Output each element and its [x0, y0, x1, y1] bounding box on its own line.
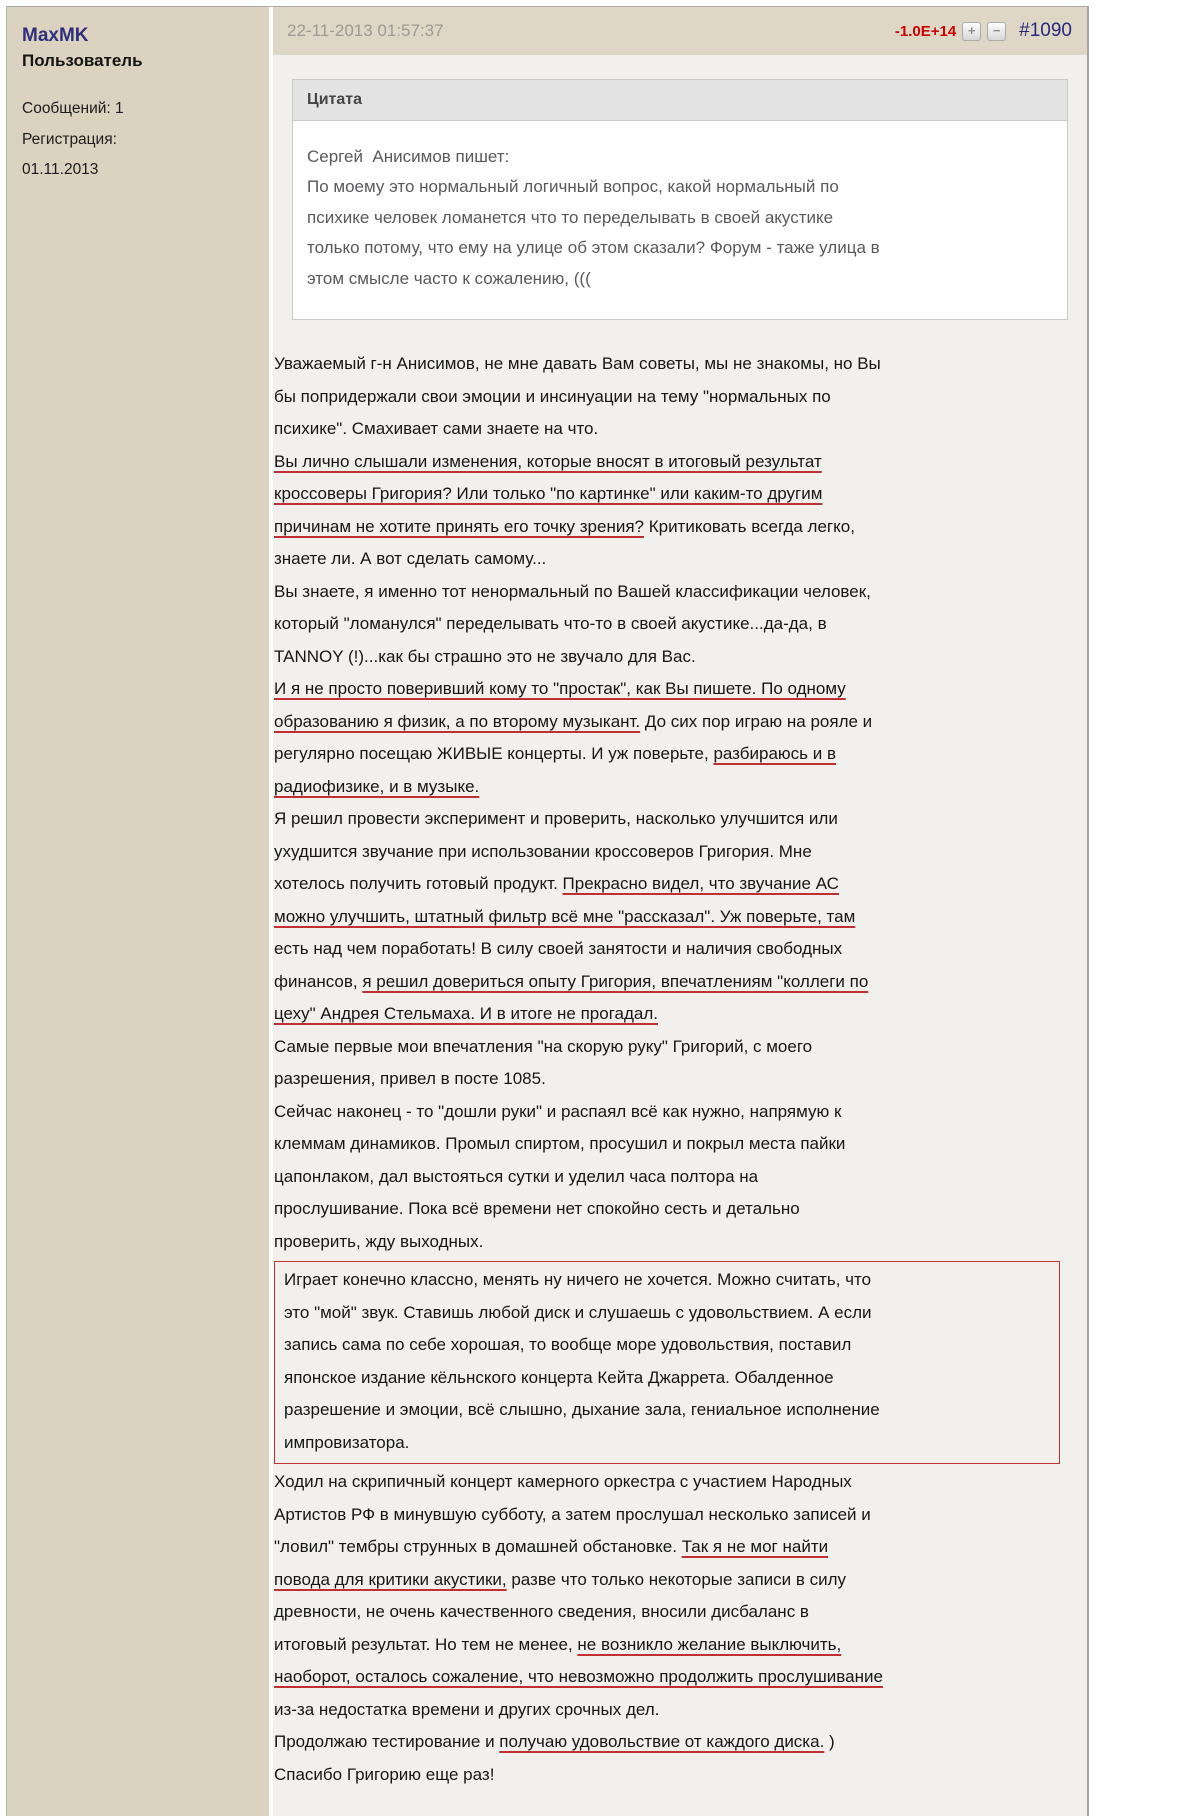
text-segment: Уважаемый г-н Анисимов, не мне давать Вам советы, мы не знакомы, но Вы [274, 354, 881, 374]
text-line [274, 1161, 1087, 1194]
text-segment: бы попридержали свои эмоции и инсинуации на тему "нормальных по [274, 386, 831, 406]
text-line [274, 1596, 1087, 1629]
red-underlined-text: повода для критики акустики, [274, 1569, 507, 1589]
red-underlined-text: причинам не хотите принять его точку зрения? [274, 516, 644, 536]
text-line [274, 478, 1087, 511]
text-line [274, 673, 1087, 706]
text-line [274, 1694, 1087, 1727]
text-segment: "ловил" тембры струнных в домашней обстановке. [274, 1537, 682, 1557]
text-line [274, 1096, 1087, 1129]
text-line [274, 413, 1087, 446]
text-segment: финансов, [274, 971, 363, 991]
text-segment: есть над чем поработать! В силу своей занятости и наличия свободных [274, 939, 843, 959]
text-line [274, 1726, 1087, 1759]
text-line [274, 1063, 1087, 1096]
red-underlined-text: можно улучшить, штатный фильтр всё мне "рассказал". Уж поверьте, там [274, 906, 856, 926]
text-line [284, 1427, 1050, 1460]
text-line [274, 998, 1087, 1031]
text-segment: разрешения, привел в посте 1085. [274, 1069, 546, 1089]
user-sidebar [7, 7, 269, 1816]
text-segment: японское издание кёльнского концерта Кейта Джаррета. Обалденное [284, 1367, 834, 1387]
text-segment: Самые первые мои впечатления "на скорую руку" Григорий, с моего [274, 1036, 813, 1056]
text-line [274, 1564, 1087, 1597]
red-underlined-text: Вы лично слышали изменения, которые вносят в итоговый результат [274, 451, 822, 471]
user-posts-count: Сообщений: 1 [22, 100, 124, 117]
post-text [273, 348, 1087, 1791]
text-segment: ) [824, 1732, 835, 1752]
text-segment: прослушивание. Пока всё времени нет спокойно сесть и детально [274, 1199, 800, 1219]
post-paragraph [274, 348, 1087, 1258]
text-segment: древности, не очень качественного сведения, вносили дисбаланс в [274, 1602, 809, 1622]
text-segment: импровизатора. [284, 1432, 410, 1452]
text-segment: регулярно посещаю ЖИВЫЕ концерты. И уж поверьте, [274, 744, 714, 764]
text-line [274, 381, 1087, 414]
text-line [284, 1394, 1050, 1427]
text-line [274, 901, 1087, 934]
text-line [274, 1128, 1087, 1161]
text-segment: Спасибо Григорию еще раз! [274, 1764, 495, 1784]
registration-label: Регистрация: [22, 131, 117, 148]
reputation-plus-button[interactable]: + [962, 22, 981, 41]
text-line [274, 1226, 1087, 1259]
text-line [284, 1264, 1050, 1297]
text-line [274, 1629, 1087, 1662]
user-role: Пользователь [22, 51, 143, 70]
post-body [273, 55, 1087, 1816]
text-line [274, 348, 1087, 381]
quote-line: психике человек ломанется что то переделывать в своей акустике [307, 207, 834, 227]
text-segment: Играет конечно классно, менять ну ничего не хочется. Можно считать, что [284, 1270, 872, 1290]
red-underlined-text: наоборот, осталось сожаление, что невозможно продолжить прослушивание [274, 1667, 883, 1687]
text-line [274, 868, 1087, 901]
red-underlined-text: цеху" Андрея Стельмаха. И в итоге не прогадал. [274, 1004, 658, 1024]
text-segment: психике". Смахивает сами знаете на что. [274, 419, 599, 439]
text-segment: Я решил провести эксперимент и проверить, насколько улучшится или [274, 809, 838, 829]
red-underlined-text: не возникло желание выключить, [577, 1634, 842, 1654]
red-underlined-text: И я не просто поверивший кому то "простак", как Вы пишете. По одному [274, 679, 846, 699]
text-line [274, 803, 1087, 836]
text-segment: из-за недостатка времени и других срочных дел. [274, 1699, 660, 1719]
text-line [274, 771, 1087, 804]
text-line [274, 1499, 1087, 1532]
text-line [274, 1531, 1087, 1564]
registration-date: 01.11.2013 [22, 161, 99, 178]
post-column [273, 7, 1087, 1816]
quote-line: По моему это нормальный логичный вопрос, какой нормальный по [307, 177, 839, 197]
quote-line: этом смысле часто к сожалению, ((( [307, 268, 591, 288]
text-line [274, 1031, 1087, 1064]
red-underlined-text: я решил довериться опыту Григория, впечатлениям "коллеги по [362, 971, 869, 991]
text-segment: который "ломанулся" переделывать что-то в своей акустике...да-да, в [274, 614, 827, 634]
text-segment: Артистов РФ в минувшую субботу, а затем прослушал несколько записей и [274, 1504, 871, 1524]
text-line [274, 1466, 1087, 1499]
text-segment: Ходил на скрипичный концерт камерного оркестра с участием Народных [274, 1472, 852, 1492]
text-line [274, 933, 1087, 966]
text-segment: клеммам динамиков. Промыл спиртом, просушил и покрыл места пайки [274, 1134, 846, 1154]
text-line [274, 511, 1087, 544]
reputation-group [895, 20, 1072, 42]
text-segment: проверить, жду выходных. [274, 1231, 484, 1251]
quote-line: только потому, что ему на улице об этом сказали? Форум - таже улица в [307, 238, 880, 258]
text-line [284, 1362, 1050, 1395]
quote-title: Цитата [293, 80, 1067, 121]
text-segment: знаете ли. А вот сделать самому... [274, 549, 547, 569]
red-underlined-text: Так я не мог найти [681, 1537, 829, 1557]
text-line [274, 446, 1087, 479]
red-underlined-text: образованию я физик, а по второму музыкант. [274, 711, 641, 731]
quote-line: Сергей Анисимов пишет: [307, 147, 510, 166]
text-line [274, 1193, 1087, 1226]
reputation-value: -1.0E+14 [894, 22, 957, 40]
highlighted-paragraph [274, 1261, 1060, 1464]
text-segment: итоговый результат. Но тем не менее, [274, 1634, 578, 1654]
red-underlined-text: получаю удовольствие от каждого диска. [499, 1732, 825, 1752]
text-segment: Сейчас наконец - то "дошли руки" и распаял всё как нужно, напрямую к [274, 1101, 842, 1121]
post-paragraph [274, 1466, 1087, 1791]
text-segment: цапонлаком, дал выстояться сутки и уделил часа полтора на [274, 1166, 759, 1186]
post-number-link[interactable]: #1090 [1019, 20, 1072, 41]
forum-post-frame [6, 6, 1089, 1816]
text-line [274, 543, 1087, 576]
text-segment: Критиковать всегда легко, [643, 516, 855, 536]
text-line [274, 608, 1087, 641]
text-line [274, 576, 1087, 609]
username-link[interactable]: MaxMK [22, 25, 89, 46]
post-header [273, 7, 1087, 55]
text-line [274, 1759, 1087, 1792]
text-line [284, 1297, 1050, 1330]
text-segment: запись сама по себе хорошая, то вообще море удовольствия, поставил [284, 1335, 852, 1355]
text-segment: ухудшится звучание при использовании кроссоверов Григория. Мне [274, 841, 812, 861]
quote-body [293, 121, 1067, 319]
post-date: 22-11-2013 01:57:37 [287, 21, 444, 40]
red-underlined-text: разбираюсь и в [713, 744, 836, 764]
reputation-minus-button[interactable]: − [987, 22, 1006, 41]
red-underlined-text: радиофизике, и в музыке. [274, 776, 480, 796]
text-line [274, 706, 1087, 739]
text-segment: хотелось получить готовый продукт. [274, 874, 563, 894]
text-segment: TANNOY (!)...как бы страшно это не звучало для Вас. [274, 646, 696, 666]
text-segment: Продолжаю тестирование и [274, 1732, 500, 1752]
text-line [274, 1661, 1087, 1694]
quote-box [292, 79, 1068, 320]
text-line [284, 1329, 1050, 1362]
text-line [274, 966, 1087, 999]
text-line [274, 836, 1087, 869]
text-segment: это "мой" звук. Ставишь любой диск и слушаешь с удовольствием. А если [284, 1302, 872, 1322]
text-segment: разрешение и эмоции, всё слышно, дыхание зала, гениальное исполнение [284, 1400, 880, 1420]
red-underlined-text: кроссоверы Григория? Или только "по картинке" или каким-то другим [274, 484, 823, 504]
red-underlined-text: Прекрасно видел, что звучание АС [562, 874, 839, 894]
text-segment: До сих пор играю на рояле и [640, 711, 873, 731]
text-line [274, 738, 1087, 771]
text-segment: Вы знаете, я именно тот ненормальный по Вашей классификации человек, [274, 581, 871, 601]
text-line [274, 641, 1087, 674]
text-segment: разве что только некоторые записи в силу [506, 1569, 847, 1589]
